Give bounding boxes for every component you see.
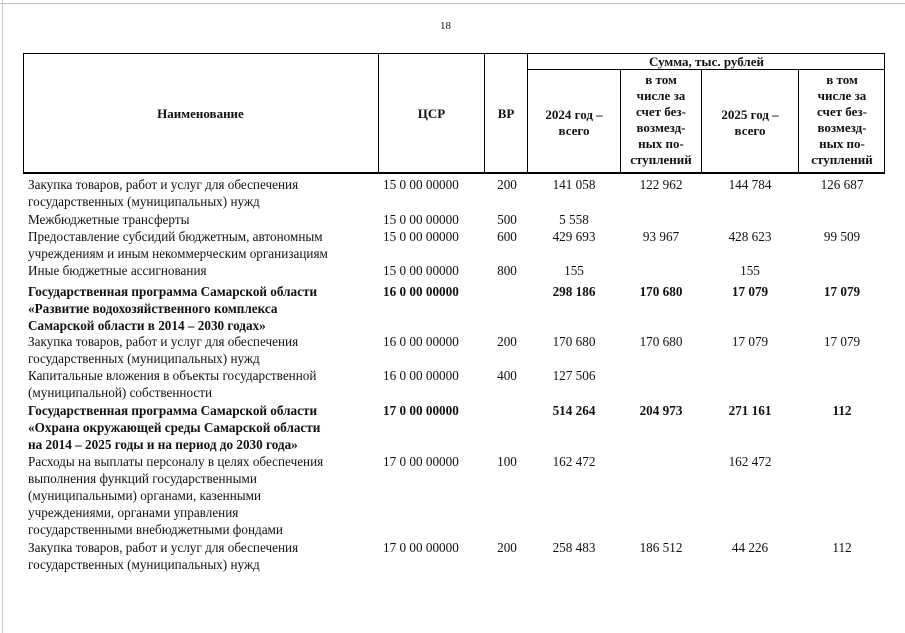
- row-2024-total: 162 472: [552, 454, 596, 469]
- row-name: Межбюджетные трансферты: [28, 212, 190, 227]
- row-name: Закупка товаров, работ и услуг для обеспечения государственных (муниципальных) нужд: [28, 334, 299, 366]
- row-vr: 800: [497, 263, 517, 278]
- header-sum-group: Сумма, тыс. рублей: [649, 54, 764, 69]
- header-2024-total: 2024 год – всего: [545, 107, 603, 138]
- row-name: Государственная программа Самарской области «Охрана окружающей среды Самарской области на 2014 – 2025 годы и на период до 2030 года»: [28, 403, 321, 452]
- row-2025-gratuitous: 17 079: [823, 334, 861, 349]
- row-vr: 500: [497, 212, 517, 227]
- row-csr: 16 0 00 00000: [383, 334, 459, 349]
- row-2025-total: 271 161: [728, 403, 772, 418]
- row-csr: 15 0 00 00000: [383, 212, 459, 227]
- header-2025-total: 2025 год – всего: [721, 107, 779, 138]
- row-2024-total: 5 558: [559, 212, 589, 227]
- row-vr: 200: [497, 334, 517, 349]
- row-2024-gratuitous: 93 967: [642, 229, 680, 244]
- header-2024-gratuitous: в том числе за счет без- возмезд- ных по- ступлений: [630, 72, 692, 167]
- row-2024-total: 155: [564, 263, 584, 278]
- header-vr: ВР: [497, 106, 515, 121]
- row-2025-total: 44 226: [731, 540, 769, 555]
- row-2024-gratuitous: 186 512: [639, 540, 683, 555]
- row-vr: 600: [497, 229, 517, 244]
- row-2024-gratuitous: 122 962: [639, 177, 683, 192]
- page-number: 18: [440, 20, 451, 32]
- row-2025-gratuitous: 99 509: [823, 229, 861, 244]
- row-name: Капитальные вложения в объекты государственной (муниципальной) собственности: [28, 368, 317, 400]
- row-2024-total: 141 058: [552, 177, 596, 192]
- row-2024-total: 429 693: [552, 229, 596, 244]
- row-csr: 16 0 00 00000: [383, 284, 459, 299]
- row-vr: 100: [497, 454, 517, 469]
- row-csr: 17 0 00 00000: [383, 403, 459, 418]
- row-2024-gratuitous: 170 680: [639, 284, 683, 299]
- header-name: Наименование: [157, 106, 244, 121]
- row-csr: 17 0 00 00000: [383, 454, 459, 469]
- row-2025-total: 17 079: [731, 284, 769, 299]
- row-2024-total: 170 680: [552, 334, 596, 349]
- row-2025-gratuitous: 17 079: [823, 284, 861, 299]
- row-csr: 15 0 00 00000: [383, 229, 459, 244]
- row-name: Закупка товаров, работ и услуг для обеспечения государственных (муниципальных) нужд: [28, 540, 299, 572]
- row-csr: 17 0 00 00000: [383, 540, 459, 555]
- row-2024-gratuitous: 170 680: [639, 334, 683, 349]
- row-name: Иные бюджетные ассигнования: [28, 263, 207, 278]
- row-vr: 200: [497, 177, 517, 192]
- row-name: Закупка товаров, работ и услуг для обеспечения государственных (муниципальных) нужд: [28, 177, 299, 209]
- row-name: Предоставление субсидий бюджетным, автономным учреждениям и иным некоммерческим организациям: [28, 229, 328, 261]
- row-2025-total: 155: [740, 263, 760, 278]
- table-header: [23, 53, 885, 173]
- row-vr: 400: [497, 368, 517, 383]
- row-2025-gratuitous: 112: [832, 540, 852, 555]
- row-2024-total: 514 264: [552, 403, 596, 418]
- row-name: Расходы на выплаты персоналу в целях обеспечения выполнения функций государственными (муниципальными) органами, казенными учреждениями, органами управления государственными внебюджетными фондами: [28, 454, 324, 537]
- row-csr: 15 0 00 00000: [383, 263, 459, 278]
- row-2025-total: 162 472: [728, 454, 772, 469]
- header-2025-gratuitous: в том числе за счет без- возмезд- ных по- ступлений: [811, 72, 873, 167]
- scan-edge-top: [0, 3, 905, 4]
- row-2025-gratuitous: 112: [832, 403, 852, 418]
- row-name: Государственная программа Самарской области «Развитие водохозяйственного комплекса Самарской области в 2014 – 2030 годах»: [28, 284, 318, 333]
- row-2025-total: 428 623: [728, 229, 772, 244]
- row-2025-total: 144 784: [728, 177, 772, 192]
- row-2024-total: 258 483: [552, 540, 596, 555]
- row-2024-gratuitous: 204 973: [639, 403, 683, 418]
- row-csr: 16 0 00 00000: [383, 368, 459, 383]
- row-2024-total: 127 506: [552, 368, 596, 383]
- row-2025-total: 17 079: [731, 334, 769, 349]
- header-csr: ЦСР: [417, 106, 446, 121]
- row-csr: 15 0 00 00000: [383, 177, 459, 192]
- scan-edge-left: [2, 0, 3, 633]
- row-2024-total: 298 186: [552, 284, 596, 299]
- row-2025-gratuitous: 126 687: [820, 177, 864, 192]
- row-vr: 200: [497, 540, 517, 555]
- header-border-bottom: [23, 172, 885, 174]
